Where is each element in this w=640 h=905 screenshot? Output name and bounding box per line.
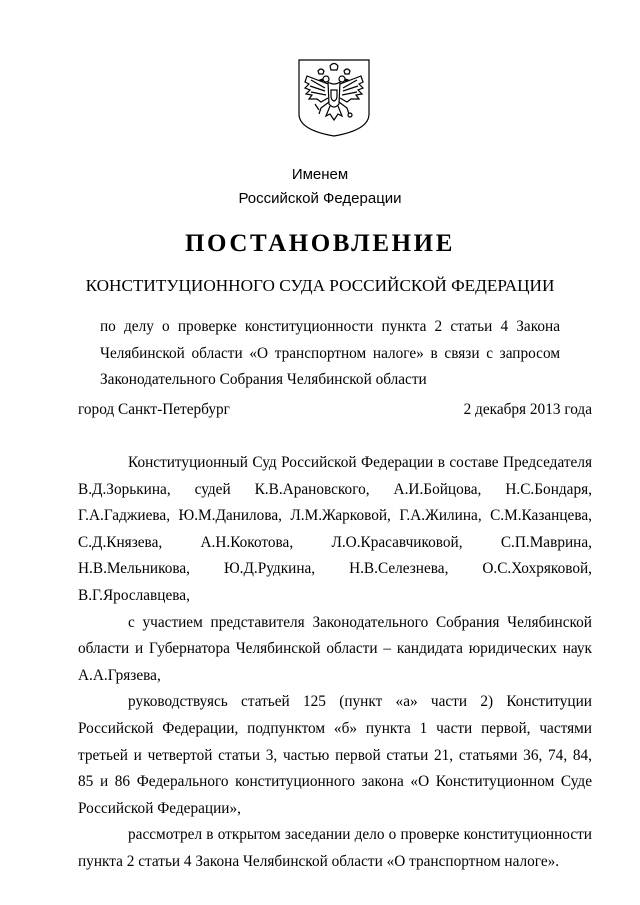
judges-row bbox=[78, 556, 592, 583]
judge-name: С.Д.Князева, bbox=[78, 533, 163, 551]
judges-row bbox=[78, 503, 592, 530]
body-line: Российской Федерации, подпунктом «б» пункта 1 части первой, частями bbox=[78, 719, 592, 737]
judge-name: С.П.Маврина, bbox=[500, 533, 592, 551]
body-line: Российской Федерации», bbox=[78, 799, 241, 817]
date: 2 декабря 2013 года bbox=[463, 401, 592, 418]
case-subject-line: Челябинской области «О транспортном налоге» в связи с запросом bbox=[100, 344, 560, 362]
judge-name: К.В.Арановского, bbox=[254, 480, 370, 498]
judges-row bbox=[78, 477, 592, 504]
judge-name: Г.А.Жилина, bbox=[399, 507, 482, 525]
body-line: области и Губернатора Челябинской области – кандидата юридических наук bbox=[78, 640, 592, 658]
judge-name: О.С.Хохряковой, bbox=[482, 560, 592, 578]
russian-coat-of-arms-icon bbox=[297, 58, 371, 138]
judge-name: Ю.М.Данилова, bbox=[178, 507, 282, 525]
body-line: пункта 2 статьи 4 Закона Челябинской области «О транспортном налоге». bbox=[78, 852, 560, 870]
judge-name: Н.В.Мельникова, bbox=[78, 560, 191, 578]
body-line: В.Г.Ярославцева, bbox=[78, 586, 190, 604]
judge-name: Л.М.Жарковой, bbox=[290, 507, 391, 525]
judge-name: судей bbox=[194, 480, 231, 498]
place-and-date bbox=[78, 401, 592, 419]
document-title: ПОСТАНОВЛЕНИЕ bbox=[184, 230, 456, 257]
body-line: с участием представителя Законодательного Собрания Челябинской bbox=[128, 613, 592, 631]
body-line: Конституционный Суд Российской Федерации в составе Председателя bbox=[128, 454, 592, 471]
document-issuer: КОНСТИТУЦИОННОГО СУДА РОССИЙСКОЙ ФЕДЕРАЦИИ bbox=[85, 276, 555, 295]
body-line: 85 и 86 Федерального конституционного закона «О Конституционном Суде bbox=[78, 773, 592, 791]
body-line: третьей и четвертой статьи 3, частью первой статьи 21, статьями 36, 74, 84, bbox=[78, 746, 592, 764]
in-the-name-line2: Российской Федерации bbox=[238, 190, 402, 207]
case-subject bbox=[100, 317, 560, 397]
case-subject-line: Законодательного Собрания Челябинской области bbox=[100, 371, 427, 389]
case-subject-line: по делу о проверке конституционности пункта 2 статьи 4 Закона bbox=[100, 318, 560, 335]
judge-name: Г.А.Гаджиева, bbox=[78, 507, 171, 525]
city: город Санкт-Петербург bbox=[78, 401, 230, 418]
judge-name: В.Д.Зорькина, bbox=[78, 480, 171, 498]
judges-row bbox=[78, 530, 592, 557]
judge-name: А.И.Бойцова, bbox=[393, 480, 482, 498]
judge-name: Н.В.Селезнева, bbox=[349, 560, 449, 578]
body-line: руководствуясь статьей 125 (пункт «а» части 2) Конституции bbox=[128, 693, 592, 711]
body-line: А.А.Грязева, bbox=[78, 666, 161, 684]
judge-name: А.Н.Кокотова, bbox=[200, 533, 294, 551]
judge-name: Л.О.Красавчиковой, bbox=[331, 533, 463, 551]
judge-name: С.М.Казанцева, bbox=[490, 507, 592, 525]
judge-name: Н.С.Бондаря, bbox=[505, 480, 592, 498]
in-the-name-line1: Именем bbox=[291, 166, 349, 183]
judge-name: Ю.Д.Рудкина, bbox=[223, 560, 316, 578]
body-line: рассмотрел в открытом заседании дело о проверке конституционности bbox=[128, 826, 592, 844]
document-body bbox=[78, 450, 592, 876]
